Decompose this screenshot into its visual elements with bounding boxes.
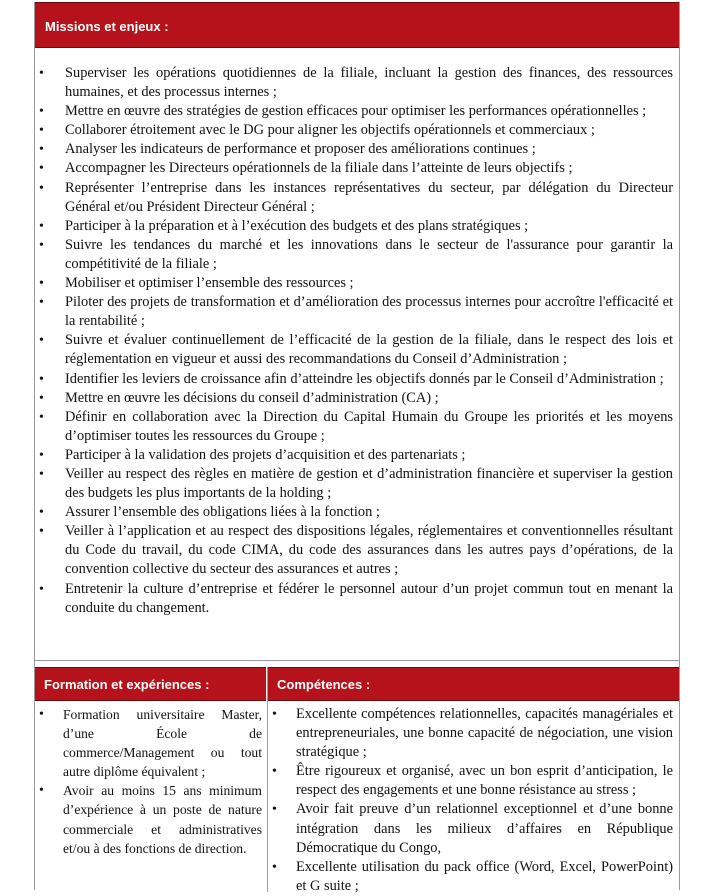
mission-item: • Entretenir la culture d’entreprise et fédérer le personnel autour d’un projet commun tout en menant la conduite du changement.: [35, 580, 679, 618]
mission-item: • Participer à la validation des projets d’acquisition et des partenariats ;: [35, 446, 679, 465]
mission-item: • Suivre et évaluer continuellement de l’efficacité de la gestion de la filiale, dans le respect des lois et réglementation en vigueur et aussi des recommandations du Conseil d’Administration ;: [35, 331, 679, 369]
formation-section: [35, 705, 266, 858]
competences-title: Compétences :: [277, 677, 371, 692]
competences-header: [268, 667, 679, 701]
competences-section: [268, 705, 679, 896]
mission-item: • Veiller à l’application et au respect des dispositions légales, réglementaires et conventionnelles résultant du Code du travail, du code CIMA, du code des assurances dans les autres pays d’opérations, de la convention collective du secteur des assurances et autres ;: [35, 522, 679, 579]
formation-title: Formation et expériences :: [44, 677, 210, 692]
mission-item: • Superviser les opérations quotidiennes de la filiale, incluant la gestion des finances, des ressources humaines, et des processus internes ;: [35, 64, 679, 102]
document-frame: [34, 2, 680, 894]
mission-item: • Analyser les indicateurs de performance et proposer des améliorations continues ;: [35, 140, 679, 159]
missions-list: [35, 64, 679, 618]
competence-item: • Excellente utilisation du pack office (Word, Excel, PowerPoint) et G suite ;: [268, 858, 679, 896]
mission-item: • Définir en collaboration avec la Direction du Capital Humain du Groupe les priorités et les moyens d’optimiser toutes les ressources du Groupe ;: [35, 408, 679, 446]
mission-item: • Assurer l’ensemble des obligations liées à la fonction ;: [35, 503, 679, 522]
mission-item: • Piloter des projets de transformation et d’amélioration des processus internes pour accroître l'efficacité et la rentabilité ;: [35, 293, 679, 331]
competences-list: [268, 705, 679, 896]
missions-header: [35, 2, 679, 48]
section-divider: [35, 660, 679, 661]
missions-section: [35, 64, 679, 618]
mission-item: • Identifier les leviers de croissance afin d’atteindre les objectifs donnés par le Conseil d’Administration ;: [35, 370, 679, 389]
mission-item: • Représenter l’entreprise dans les instances représentatives du secteur, par délégation du Directeur Général et/ou Président Directeur Général ;: [35, 179, 679, 217]
mission-item: • Veiller au respect des règles en matière de gestion et d’administration financière et superviser la gestion des budgets les plus importants de la holding ;: [35, 465, 679, 503]
competence-item: • Excellente compétences relationnelles, capacités managériales et entrepreneuriales, une bonne capacité de négociation, une vision stratégique ;: [268, 705, 679, 762]
mission-item: • Participer à la préparation et à l’exécution des budgets et des plans stratégiques ;: [35, 217, 679, 236]
formation-item: • Formation universitaire Master, d’une École de commerce/Management ou tout autre diplôme équivalent ;: [35, 705, 266, 781]
mission-item: • Mobiliser et optimiser l’ensemble des ressources ;: [35, 274, 679, 293]
mission-item: • Accompagner les Directeurs opérationnels de la filiale dans l’atteinte de leurs objectifs ;: [35, 159, 679, 178]
formation-item: • Avoir au moins 15 ans minimum d’expérience à un poste de nature commerciale et administratives et/ou à des fonctions de direction.: [35, 781, 266, 857]
mission-item: • Mettre en œuvre les décisions du conseil d’administration (CA) ;: [35, 389, 679, 408]
competence-item: • Avoir fait preuve d’un relationnel exceptionnel et d’une bonne intégration dans les milieux d’affaires en République Démocratique du Congo,: [268, 800, 679, 857]
formation-header: [35, 667, 266, 701]
competence-item: • Être rigoureux et organisé, avec un bon esprit d’anticipation, le respect des engagements et une bonne résistance au stress ;: [268, 762, 679, 800]
formation-list: [35, 705, 266, 858]
missions-title: Missions et enjeux :: [45, 19, 169, 34]
mission-item: • Suivre les tendances du marché et les innovations dans le secteur de l'assurance pour garantir la compétitivité de la filiale ;: [35, 236, 679, 274]
mission-item: • Mettre en œuvre des stratégies de gestion efficaces pour optimiser les performances opérationnelles ;: [35, 102, 679, 121]
mission-item: • Collaborer étroitement avec le DG pour aligner les objectifs opérationnels et commerciaux ;: [35, 121, 679, 140]
